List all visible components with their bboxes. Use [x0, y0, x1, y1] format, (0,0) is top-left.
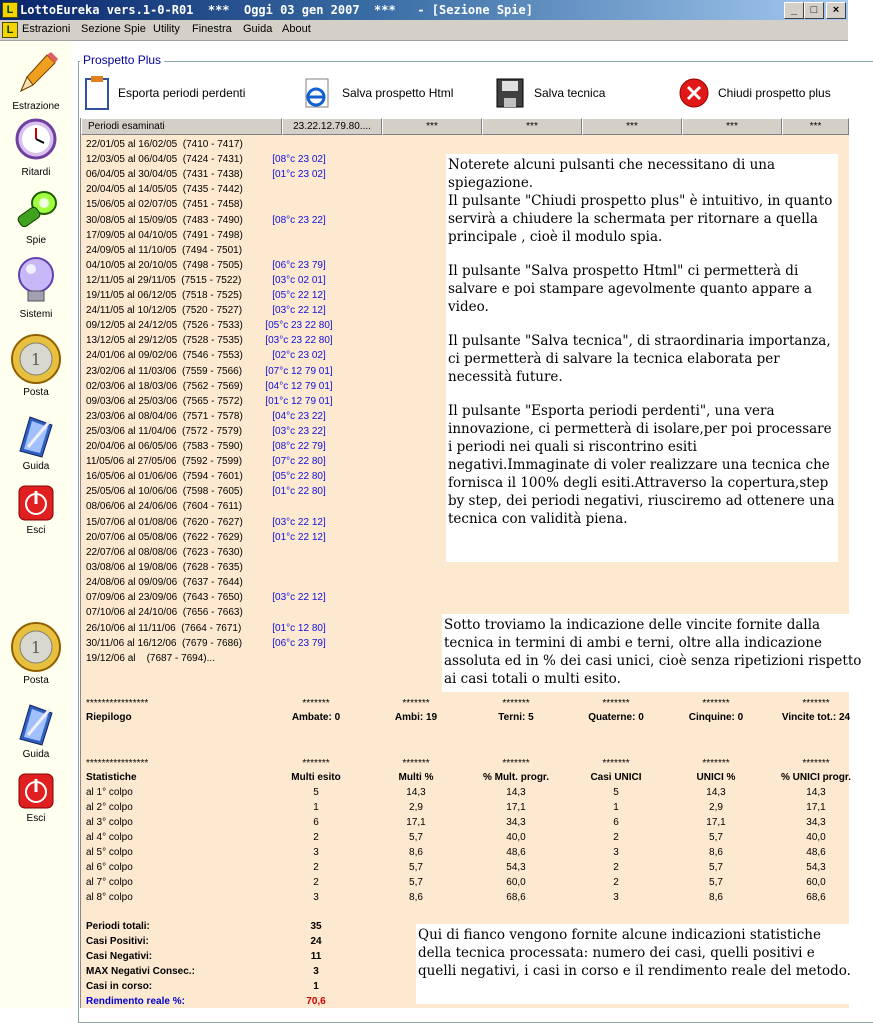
esito-cell: [03°c 22 12]: [272, 305, 326, 317]
grid-header-col[interactable]: ***: [782, 118, 849, 135]
stars-cell: *******: [602, 698, 630, 709]
grid-header-col[interactable]: ***: [382, 118, 482, 135]
stat-cell: 2: [613, 862, 619, 873]
stat-cell: 5,7: [709, 877, 723, 888]
colpo-label: al 8° colpo: [86, 892, 133, 903]
riepilogo-value: Cinquine: 0: [688, 712, 744, 723]
menu-finestra[interactable]: Finestra: [192, 23, 232, 35]
stars-cell: *******: [302, 698, 330, 709]
stat-cell: 14,3: [406, 787, 426, 798]
colpo-label: al 3° colpo: [86, 817, 133, 828]
stat-cell: 1: [613, 802, 619, 813]
period-cell: 15/06/05 al 02/07/05 (7451 - 7458): [86, 199, 243, 211]
stat-cell: 8,6: [409, 847, 423, 858]
totale-value: 1: [313, 981, 319, 992]
note-paragraph: Sotto troviamo la indicazione delle vincite fornite dalla tecnica in termini di ambi e terni, oltre alla indicazione assoluta ed in % dei casi unici, cioè senza ripetizioni rispetto ai casi totali o multi esito.: [444, 617, 862, 687]
menu-estrazioni[interactable]: Estrazioni: [22, 23, 71, 35]
period-cell: 12/11/05 al 29/11/05 (7515 - 7522): [86, 274, 242, 286]
colpo-label: al 5° colpo: [86, 847, 133, 858]
totale-label: Casi Negativi:: [86, 951, 153, 962]
period-cell: 06/04/05 al 30/04/05 (7431 - 7438): [86, 169, 243, 181]
stat-cell: 8,6: [709, 847, 723, 858]
period-cell: 02/03/06 al 18/03/06 (7562 - 7569): [86, 380, 243, 392]
period-cell: 23/03/06 al 08/04/06 (7571 - 7578): [86, 410, 243, 422]
stars-cell: *******: [602, 758, 630, 769]
esito-cell: [05°c 22 80]: [272, 471, 326, 483]
period-cell: 19/11/05 al 06/12/05 (7518 - 7525): [86, 290, 243, 301]
note-paragraph: Noterete alcuni pulsanti che necessitano di una spiegazione. Il pulsante "Chiudi prospetto plus" è intuitivo, in quanto servirà a chiudere la schermata per ritornare a quella principale , cioè il modulo spia.: [448, 157, 833, 245]
sidebar-label: Guida: [22, 461, 50, 472]
stars-cell: *******: [402, 758, 430, 769]
period-cell: 23/02/06 al 11/03/06 (7559 - 7566): [86, 365, 243, 377]
period-cell: 30/08/05 al 15/09/05 (7483 - 7490): [86, 214, 243, 226]
power-exit-icon: [16, 771, 56, 811]
stat-cell: 8,6: [709, 892, 723, 903]
group-title: Prospetto Plus: [80, 53, 164, 67]
stat-cell: 54,3: [806, 862, 826, 873]
colpo-label: al 1° colpo: [86, 787, 133, 798]
close-window-button[interactable]: ×: [826, 2, 846, 19]
stat-cell: 48,6: [506, 847, 526, 858]
stat-cell: 5: [313, 787, 319, 798]
period-cell: 20/07/06 al 05/08/06 (7622 - 7629): [86, 531, 243, 543]
period-cell: 25/05/06 al 10/06/06 (7598 - 7605): [86, 486, 243, 498]
svg-text:1: 1: [30, 638, 42, 657]
esito-cell: [07°c 12 79 01]: [265, 365, 333, 377]
grid-header-numbers[interactable]: 23.22.12.79.80....: [282, 118, 382, 135]
sidebar-label: Posta: [23, 387, 49, 398]
table-row[interactable]: [81, 562, 849, 577]
esito-cell: [07°c 22 80]: [272, 456, 326, 468]
stars-cell: *******: [302, 758, 330, 769]
lightbulb-icon: [15, 255, 57, 307]
period-cell: 22/01/05 al 16/02/05 (7410 - 7417): [86, 139, 243, 150]
stat-cell: 1: [313, 802, 319, 813]
esito-cell: [06°c 23 79]: [272, 259, 326, 271]
period-cell: 24/09/05 al 11/10/05 (7494 - 7501): [86, 244, 243, 256]
stat-cell: 2: [313, 862, 319, 873]
esito-cell: [05°c 23 22 80]: [265, 320, 333, 332]
stat-cell: 17,1: [806, 802, 826, 813]
sidebar-label: Guida: [22, 749, 50, 760]
stat-cell: 8,6: [409, 892, 423, 903]
period-cell: 12/03/05 al 06/04/05 (7424 - 7431): [86, 154, 243, 166]
menu-utility[interactable]: Utility: [153, 23, 180, 35]
stars-cell: *******: [802, 698, 830, 709]
stat-cell: 6: [613, 817, 619, 828]
period-cell: 30/11/06 al 16/12/06 (7679 - 7686): [86, 637, 243, 649]
riepilogo-value: Ambate: 0: [291, 712, 341, 723]
esito-cell: [01°c 22 80]: [272, 486, 326, 498]
stat-cell: 14,3: [506, 787, 526, 798]
grid-header-col[interactable]: ***: [682, 118, 782, 135]
menu-guida[interactable]: Guida: [243, 23, 273, 35]
table-row[interactable]: [81, 577, 849, 592]
alarm-clock-icon: [14, 113, 58, 165]
riepilogo-value: Quaterne: 0: [588, 712, 644, 723]
period-cell: 16/05/06 al 01/06/06 (7594 - 7601): [86, 471, 243, 483]
period-cell: 20/04/06 al 06/05/06 (7583 - 7590): [86, 441, 243, 452]
note-paragraph: Qui di fianco vengono fornite alcune indicazioni statistiche della tecnica processata: numero dei casi, quelli positivi e quelli negativi, i casi in corso e il rendimento reale del metodo.: [418, 927, 851, 979]
stat-cell: 2,9: [409, 802, 423, 813]
table-row[interactable]: [81, 139, 849, 154]
esito-cell: [05°c 22 12]: [272, 290, 326, 301]
grid-header-col[interactable]: ***: [482, 118, 582, 135]
sidebar: [0, 41, 73, 1008]
stat-cell: 3: [313, 892, 319, 903]
stat-cell: 5,7: [409, 832, 423, 843]
menu-bar: [0, 20, 848, 41]
stars-cell: *******: [502, 698, 530, 709]
stat-cell: 68,6: [506, 892, 526, 903]
sidebar-item-esci-2[interactable]: [0, 771, 72, 824]
stat-cell: 68,6: [806, 892, 826, 903]
period-cell: 03/08/06 al 19/08/06 (7628 - 7635): [86, 561, 243, 573]
internet-explorer-icon: [302, 77, 334, 109]
stars-cell: *******: [402, 698, 430, 709]
note-paragraph: Il pulsante "Esporta periodi perdenti", una vera innovazione, ci permetterà di isolare,per poi processare i periodi nei quali si riscontrino esiti negativi.Immaginate di voler realizzare una tecnica che fornisca il 100% degli esiti.Attraverso la copertura,step by step, dei periodi negativi, riusciremo ad ottenere una tecnica con validità piena.: [448, 403, 835, 527]
statistiche-header: Casi UNICI: [590, 772, 642, 783]
stat-cell: 2: [313, 832, 319, 843]
esito-cell: [04°c 23 22]: [272, 410, 326, 422]
child-window-icon[interactable]: L: [2, 22, 18, 38]
sidebar-item-guida-2[interactable]: [0, 699, 72, 760]
statistiche-label: Statistiche: [86, 772, 137, 783]
esito-cell: [01°c 23 02]: [272, 169, 326, 181]
riepilogo-label: Riepilogo: [86, 712, 132, 723]
note-buttons-explanation: [446, 154, 838, 562]
stat-cell: 2: [613, 832, 619, 843]
totale-label: MAX Negativi Consec.:: [86, 966, 195, 977]
stat-cell: 5,7: [709, 832, 723, 843]
sidebar-item-estrazione[interactable]: [0, 49, 72, 112]
period-cell: 19/12/06 al (7687 - 7694)...: [86, 652, 215, 664]
sidebar-item-ritardi[interactable]: [0, 113, 72, 178]
period-cell: 04/10/05 al 20/10/05 (7498 - 7505): [86, 259, 243, 271]
period-cell: 24/08/06 al 09/09/06 (7637 - 7644): [86, 576, 243, 588]
sidebar-label: Esci: [26, 525, 46, 536]
colpo-label: al 2° colpo: [86, 802, 133, 813]
sidebar-item-esci[interactable]: [0, 483, 72, 536]
stat-cell: 40,0: [806, 832, 826, 843]
stat-cell: 40,0: [506, 832, 526, 843]
export-periods-label: Esporta periodi perdenti: [118, 86, 246, 100]
esito-cell: [08°c 23 22]: [272, 214, 326, 226]
sidebar-item-spie[interactable]: [0, 189, 72, 246]
menu-sezione-spie[interactable]: Sezione Spie: [81, 23, 146, 35]
esito-cell: [03°c 22 12]: [272, 592, 326, 603]
statistiche-header: % Mult. progr.: [482, 772, 550, 783]
period-cell: 11/05/06 al 27/05/06 (7592 - 7599): [86, 456, 243, 468]
stat-cell: 3: [313, 847, 319, 858]
stat-cell: 2: [613, 877, 619, 888]
totale-value: 35: [310, 921, 322, 932]
colpo-label: al 7° colpo: [86, 877, 133, 888]
close-prospetto-label: Chiudi prospetto plus: [718, 86, 831, 100]
period-cell: 09/03/06 al 25/03/06 (7565 - 7572): [86, 395, 243, 407]
stars-cell: *******: [802, 758, 830, 769]
totale-value: 11: [310, 951, 322, 962]
stat-cell: 3: [613, 892, 619, 903]
stat-cell: 14,3: [706, 787, 726, 798]
esito-cell: [03°c 23 22]: [272, 425, 326, 437]
power-exit-icon: [16, 483, 56, 523]
stars-left: ****************: [86, 698, 149, 709]
sidebar-label: Estrazione: [12, 101, 60, 112]
note-vincite-explanation: [442, 614, 864, 692]
statistiche-header: UNICI %: [696, 772, 736, 783]
totale-label: Periodi totali:: [86, 921, 150, 932]
stat-cell: 34,3: [506, 817, 526, 828]
book-pen-icon: [14, 699, 58, 747]
stat-cell: 17,1: [506, 802, 526, 813]
stars-left: ****************: [86, 758, 149, 769]
window-title: LottoEureka vers.1-0-R01 *** Oggi 03 gen 2007 *** - [Sezione Spie]: [20, 3, 533, 17]
grid-header-col[interactable]: ***: [582, 118, 682, 135]
export-periods-button[interactable]: [84, 75, 245, 111]
stat-cell: 2,9: [709, 802, 723, 813]
sidebar-label: Sistemi: [19, 309, 53, 320]
period-cell: 25/03/06 al 11/04/06 (7572 - 7579): [86, 425, 243, 437]
stat-cell: 17,1: [406, 817, 426, 828]
sidebar-item-sistemi[interactable]: [0, 255, 72, 320]
colpo-label: al 4° colpo: [86, 832, 133, 843]
sidebar-item-posta-2[interactable]: [0, 621, 72, 686]
esito-cell: [08°c 22 79]: [272, 441, 326, 452]
save-html-button[interactable]: [302, 75, 453, 111]
stat-cell: 60,0: [506, 877, 526, 888]
period-cell: 24/11/05 al 10/12/05 (7520 - 7527): [86, 305, 243, 317]
note-paragraph: Il pulsante "Salva prospetto Html" ci permetterà di salvare e poi stampare agevolmente quanto appare a video.: [448, 263, 813, 315]
riepilogo-value: Ambi: 19: [394, 712, 438, 723]
period-cell: 22/07/06 al 08/08/06 (7623 - 7630): [86, 546, 243, 558]
totale-label: Casi Positivi:: [86, 936, 149, 947]
totale-label: Rendimento reale %:: [86, 996, 185, 1007]
colpo-label: al 6° colpo: [86, 862, 133, 873]
stars-cell: *******: [702, 758, 730, 769]
stat-cell: 17,1: [706, 817, 726, 828]
totale-label: Casi in corso:: [86, 981, 153, 992]
statistiche-header: % UNICI progr.: [780, 772, 851, 783]
stat-cell: 5,7: [709, 862, 723, 873]
menu-about[interactable]: About: [282, 23, 311, 35]
esito-cell: [06°c 23 79]: [272, 637, 326, 649]
note-paragraph: Il pulsante "Salva tecnica", di straordinaria importanza, ci permetterà di salvare la tecnica elaborata per necessità future.: [448, 333, 831, 385]
minimize-button[interactable]: _: [784, 2, 804, 19]
sidebar-label: Posta: [23, 675, 49, 686]
statistiche-header: Multi esito: [291, 772, 341, 783]
floppy-disk-icon: [494, 76, 526, 110]
close-x-icon: [678, 77, 710, 109]
esito-cell: [01°c 22 12]: [272, 531, 326, 543]
stat-cell: 14,3: [806, 787, 826, 798]
totale-value: 3: [313, 966, 319, 977]
stat-cell: 6: [313, 817, 319, 828]
save-html-label: Salva prospetto Html: [342, 86, 454, 100]
sidebar-label: Esci: [26, 813, 46, 824]
stat-cell: 5,7: [409, 877, 423, 888]
flashlight-icon: [14, 189, 58, 233]
euro-coin-icon: [10, 333, 62, 385]
period-cell: 20/04/05 al 14/05/05 (7435 - 7442): [86, 184, 243, 196]
period-cell: 08/06/06 al 24/06/06 (7604 - 7611): [86, 501, 243, 513]
period-cell: 15/07/06 al 01/08/06 (7620 - 7627): [86, 516, 243, 528]
save-tech-button[interactable]: [494, 75, 605, 111]
esito-cell: [01°c 12 79 01]: [265, 395, 333, 407]
esito-cell: [04°c 12 79 01]: [265, 380, 333, 392]
period-cell: 07/09/06 al 23/09/06 (7643 - 7650): [86, 592, 243, 603]
sidebar-label: Spie: [25, 235, 46, 246]
period-cell: 26/10/06 al 11/11/06 (7664 - 7671): [86, 622, 242, 634]
grid-header-periodi[interactable]: Periodi esaminati: [81, 118, 282, 135]
stat-cell: 3: [613, 847, 619, 858]
euro-coin-icon: [10, 621, 62, 673]
clipboard-icon: [84, 75, 110, 111]
totale-value: 70,6: [306, 996, 326, 1007]
esito-cell: [02°c 23 02]: [272, 350, 326, 362]
period-cell: 07/10/06 al 24/10/06 (7656 - 7663): [86, 607, 243, 619]
esito-cell: [03°c 02 01]: [272, 274, 326, 286]
stat-cell: 5,7: [409, 862, 423, 873]
sidebar-item-guida[interactable]: [0, 411, 72, 472]
close-prospetto-button[interactable]: [678, 75, 831, 111]
stat-cell: 54,3: [506, 862, 526, 873]
title-bar: [0, 0, 848, 20]
stars-cell: *******: [502, 758, 530, 769]
maximize-button[interactable]: □: [804, 2, 824, 19]
stat-cell: 34,3: [806, 817, 826, 828]
totale-value: 24: [310, 936, 322, 947]
period-cell: 17/09/05 al 04/10/05 (7491 - 7498): [86, 229, 243, 241]
sidebar-item-posta[interactable]: [0, 333, 72, 398]
stat-cell: 60,0: [806, 877, 826, 888]
period-cell: 09/12/05 al 24/12/05 (7526 - 7533): [86, 320, 243, 332]
riepilogo-value: Terni: 5: [498, 712, 534, 723]
save-tech-label: Salva tecnica: [534, 86, 606, 100]
svg-text:1: 1: [30, 350, 42, 369]
book-pen-icon: [14, 411, 58, 459]
esito-cell: [01°c 12 80]: [272, 622, 326, 634]
stat-cell: 48,6: [806, 847, 826, 858]
sidebar-label: Ritardi: [21, 167, 51, 178]
statistiche-header: Multi %: [398, 772, 434, 783]
period-cell: 13/12/05 al 29/12/05 (7528 - 7535): [86, 335, 243, 347]
esito-cell: [03°c 23 22 80]: [265, 335, 333, 347]
stars-cell: *******: [702, 698, 730, 709]
stat-cell: 5: [613, 787, 619, 798]
riepilogo-value: Vincite tot.: 24: [781, 712, 851, 723]
note-statistiche-explanation: [416, 924, 852, 1004]
esito-cell: [03°c 22 12]: [272, 516, 326, 528]
pencil-icon: [11, 49, 61, 99]
period-cell: 24/01/06 al 09/02/06 (7546 - 7553): [86, 350, 243, 362]
esito-cell: [08°c 23 02]: [272, 154, 326, 166]
table-row[interactable]: [81, 592, 849, 607]
stat-cell: 2: [313, 877, 319, 888]
app-logo-icon[interactable]: L: [2, 2, 18, 18]
